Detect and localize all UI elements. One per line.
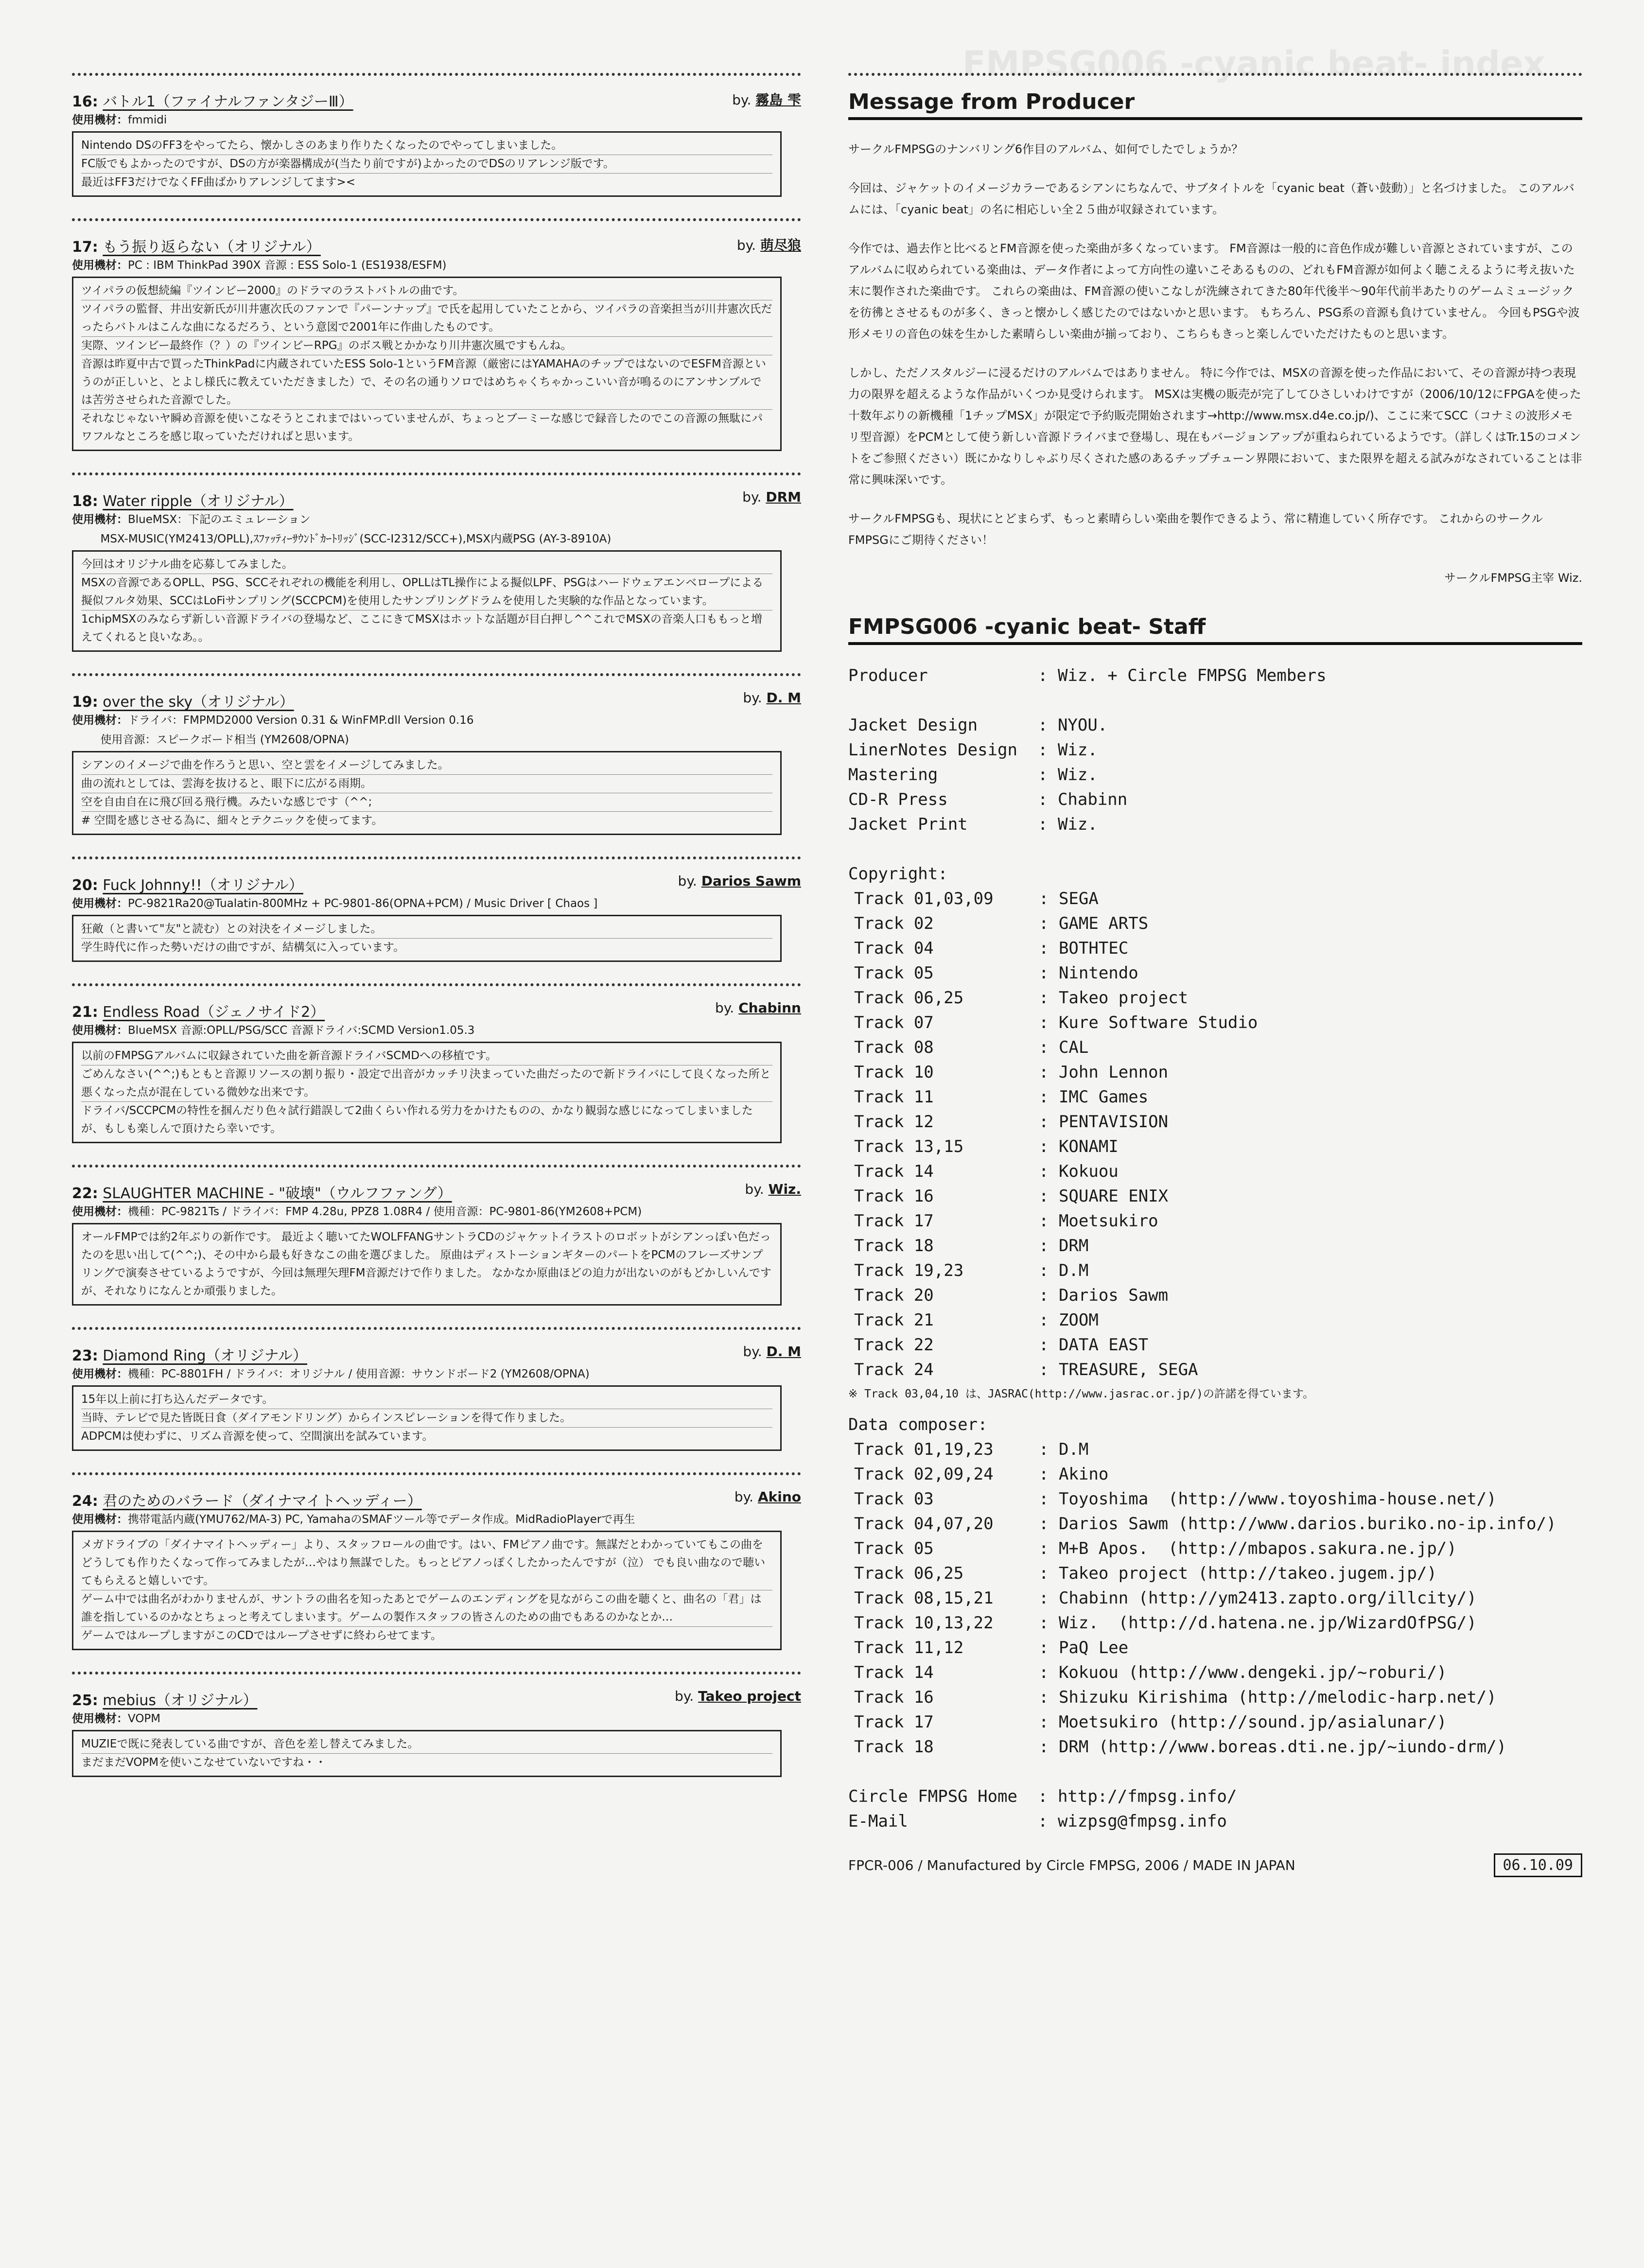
equipment-text: 機種：PC-8801FH / ドライバ：オリジナル / 使用音源：サウンドボード2 (YM2608/OPNA) bbox=[128, 1368, 590, 1380]
comment-line: FC版でもよかったのですが、DSの方が楽器構成が(当たり前ですが)よかったのでDSのリアレンジ版です。 bbox=[81, 155, 772, 174]
credit-role: Track 04 bbox=[854, 939, 934, 958]
by-label: by. bbox=[745, 1181, 769, 1197]
credit-role: Track 11 bbox=[854, 1087, 934, 1107]
message-paragraph: 今作では、過去作と比べるとFM音源を使った楽曲が多くなっています。 FM音源は一般的に音色作成が難しい音源とされていますが、このアルバムに収められている楽曲は、データ作者によって方向性の違いこそあるものの、どれもFM音源が如何よく聴こえるように考え抜いた末に製作された楽曲です。 これらの楽曲は、FM音源の使いこなしが洗練されてきた80年代後半～90年代前半あたりのゲームミュージックを彷彿とさせるものが多く、きっと懐かしく感じたのではないかと思います。 もちろん、PSG系の音源も負けていません。 今回もPSGや波形メモリの音色の妹を生かした素晴らしい楽曲が揃っており、こちらもきっと楽しんでいただけたものと思います。 bbox=[848, 242, 1580, 341]
credit-role: Track 11,12 bbox=[854, 1638, 964, 1657]
track-number: 23: bbox=[72, 1347, 98, 1364]
equipment-line bbox=[72, 1710, 801, 1727]
credit-role: Jacket Design bbox=[848, 715, 978, 735]
comment-line: ごめんなさい(^^;)もともと音源リソースの割り振り・設定で出音がカッチリ決まっていた曲だったので新ドライバにして良くなった所と悪くなった点が混在している微妙な出来です。 bbox=[81, 1065, 772, 1102]
credit-value: : Moetsukiro bbox=[1039, 1211, 1158, 1231]
message-paragraph: 今回は、ジャケットのイメージカラーであるシアンにちなんで、サブタイトルを「cyanic beat（蒼い鼓動）」と名づけました。 このアルバムには、「cyanic beat」の名に相応しい全２５曲が収録されています。 bbox=[848, 181, 1574, 216]
track-number: 25: bbox=[72, 1692, 98, 1709]
credit-role: Mastering bbox=[848, 765, 938, 785]
credit-value: : Toyoshima (http://www.toyoshima-house.net/) bbox=[1039, 1489, 1497, 1509]
comment-line: ADPCMは使わずに、リズム音源を使って、空間演出を試みています。 bbox=[81, 1430, 434, 1443]
credit-value: : DRM bbox=[1039, 1236, 1089, 1256]
credit-row bbox=[848, 1011, 1582, 1035]
track-title: Endless Road（ジェノサイド2） bbox=[103, 1004, 325, 1021]
right-column bbox=[848, 73, 1582, 1877]
track-title: mebius（オリジナル） bbox=[103, 1692, 258, 1709]
track-title: over the sky（オリジナル） bbox=[103, 694, 294, 711]
credit-role: Track 01,19,23 bbox=[854, 1440, 994, 1459]
credit-role: Track 10 bbox=[854, 1063, 934, 1082]
credit-row bbox=[848, 1308, 1582, 1333]
credit-value: : Darios Sawm bbox=[1039, 1286, 1169, 1305]
credit-value: : KONAMI bbox=[1039, 1137, 1119, 1156]
credit-value: : NYOU. bbox=[1038, 715, 1108, 735]
track-title: Diamond Ring（オリジナル） bbox=[103, 1347, 308, 1364]
track-author bbox=[743, 1343, 801, 1360]
footer bbox=[848, 1853, 1582, 1877]
comment-line: オールFMPでは約2年ぶりの新作です。 最近よく聴いてたWOLFFANGサントラCDのジャケットイラストのロボットがシアンっぽい色だったのを思い出して(^^;)、その中から最も好きなこの曲を選びました。 原曲はディストーションギターのパートをPCMのフレーズサンプリングで演奏させているようですが、今回は無理矢理FM音源だけで作りました。 なかなか原曲ほどの迫力が出ないのがもどかしいんですが、それなりになんとか頑張りました。 bbox=[81, 1231, 771, 1297]
credit-role: Producer bbox=[848, 666, 928, 685]
comment-box bbox=[72, 131, 782, 197]
credit-row bbox=[848, 1209, 1582, 1234]
track-author bbox=[742, 489, 801, 505]
track-author bbox=[737, 235, 801, 254]
credit-role: Track 03 bbox=[854, 1489, 934, 1509]
equipment-label: 使用機材： bbox=[72, 897, 128, 910]
credit-row bbox=[848, 1333, 1582, 1358]
credit-value: : Kure Software Studio bbox=[1039, 1013, 1258, 1032]
track-header bbox=[72, 1343, 801, 1365]
track-number: 16: bbox=[72, 93, 98, 110]
comment-line: 狂敵（と書いて"友"と読む）との対決をイメージしました。 bbox=[81, 920, 772, 939]
comment-box bbox=[72, 1042, 782, 1143]
credit-row bbox=[848, 1487, 1582, 1512]
equipment-line bbox=[72, 1366, 801, 1382]
comment-line: メガドライブの「ダイナマイトヘッディー」より、スタッフロールの曲です。はい、FMピアノ曲です。無謀だとわかっていてもこの曲をどうしても作りたくなって作ってみましたが…やはり無謀でした。もっとピアノっぽくしたかったんですが（泣） でも良い曲なので聴いてもらえると嬉しいです。 bbox=[81, 1536, 772, 1590]
equipment-text: 使用音源：スピークボード相当 (YM2608/OPNA) bbox=[72, 733, 349, 746]
credit-row bbox=[848, 1184, 1582, 1209]
credit-value: : M+B Apos. (http://mbapos.sakura.ne.jp/) bbox=[1039, 1539, 1457, 1558]
equipment-text: MSX-MUSIC(YM2413/OPLL),ｽﾌｧｯﾃｨｰｻｳﾝﾄﾞｶｰﾄﾘｯｼﾞ(SCC-I2312/SCC+),MSX内蔵PSG (AY-3-8910A) bbox=[72, 533, 612, 545]
equipment-text: BlueMSX 音源:OPLL/PSG/SCC 音源ドライバ:SCMD Version1.05.3 bbox=[128, 1024, 475, 1037]
author-name: 霧島 雫 bbox=[755, 92, 801, 108]
credit-value: : Wiz. + Circle FMPSG Members bbox=[1038, 666, 1327, 685]
comment-line: 実際、ツインビー最終作（？）の『ツインビーRPG』のボス戦とかかなり川井憲次風ですもんね。 bbox=[81, 337, 772, 355]
comment-line: 曲の流れとしては、雲海を抜けると、眼下に広がる雨期。 bbox=[81, 775, 772, 793]
comment-box bbox=[72, 1730, 782, 1777]
equipment-label: 使用機材： bbox=[72, 1368, 128, 1380]
track-note bbox=[72, 1181, 801, 1306]
equipment-line bbox=[72, 1022, 801, 1039]
equipment-line bbox=[72, 1204, 801, 1220]
credit-role: Track 21 bbox=[854, 1310, 934, 1330]
credit-role: Track 24 bbox=[854, 1360, 934, 1379]
track-header bbox=[72, 690, 801, 711]
equipment-text: fmmidi bbox=[128, 114, 167, 126]
credit-row bbox=[848, 1110, 1582, 1134]
track-author bbox=[715, 1000, 801, 1016]
credit-value: : Wiz. bbox=[1038, 815, 1098, 834]
credit-value: : Takeo project (http://takeo.jugem.jp/) bbox=[1039, 1564, 1437, 1583]
credit-role: Track 05 bbox=[854, 1539, 934, 1558]
producer-message bbox=[848, 139, 1582, 551]
track-number: 19: bbox=[72, 694, 98, 711]
by-label: by. bbox=[743, 690, 767, 706]
credit-row bbox=[848, 1437, 1582, 1462]
track-note bbox=[72, 89, 801, 197]
author-name: Darios Sawm bbox=[701, 873, 801, 889]
equipment-line bbox=[72, 712, 801, 729]
credit-value: : Wiz. bbox=[1038, 765, 1098, 785]
track-author bbox=[678, 873, 801, 889]
credit-row bbox=[848, 1283, 1582, 1308]
credit-value: : CAL bbox=[1039, 1038, 1089, 1057]
author-name: 萌尽狼 bbox=[760, 237, 801, 253]
credit-row bbox=[848, 1085, 1582, 1110]
copyright-label: Copyright: bbox=[848, 864, 948, 884]
credit-value: : Moetsukiro (http://sound.jp/asialunar/) bbox=[1039, 1712, 1447, 1732]
track-note bbox=[72, 690, 801, 835]
credit-value: : ZOOM bbox=[1039, 1310, 1099, 1330]
credit-role: Track 22 bbox=[854, 1335, 934, 1355]
comment-line: MSXの音源であるOPLL、PSG、SCCそれぞれの機能を利用し、OPLLはTL操作による擬似LPF、PSGはハードウェアエンベロープによる擬似フルタ効果、SCCはLoFiサンプリング(SCCPCM)を使用したサンプリングドラムを使用した実験的な作品となっています。 bbox=[81, 574, 772, 611]
divider bbox=[72, 73, 801, 76]
track-author bbox=[745, 1181, 801, 1197]
track-note bbox=[72, 873, 801, 962]
credit-row bbox=[848, 1060, 1582, 1085]
track-header bbox=[72, 1489, 801, 1510]
track-note bbox=[72, 1489, 801, 1650]
comment-box bbox=[72, 550, 782, 652]
by-label: by. bbox=[742, 489, 766, 505]
equipment-line bbox=[72, 1511, 801, 1528]
track-number: 18: bbox=[72, 493, 98, 510]
credit-role: Track 02 bbox=[854, 914, 934, 933]
comment-line: ゲーム中では曲名がわかりませんが、サントラの曲名を知ったあとでゲームのエンディングを見ながらこの曲を聴くと、曲名の「君」は誰を指しているのかなとちょっと考えてしまいます。ゲームの製作スタッフの皆さんのための曲でもあるのかなとか… bbox=[81, 1590, 772, 1627]
credit-role: Track 17 bbox=[854, 1211, 934, 1231]
credit-row bbox=[848, 1735, 1582, 1760]
by-label: by. bbox=[734, 1489, 758, 1505]
track-title: もう振り返らない（オリジナル） bbox=[103, 239, 321, 256]
equipment-line bbox=[72, 531, 801, 547]
comment-line: 15年以上前に打ち込んだデータです。 bbox=[81, 1391, 772, 1409]
credit-row bbox=[848, 936, 1582, 961]
credit-role: Track 01,03,09 bbox=[854, 889, 994, 908]
credit-value: : IMC Games bbox=[1039, 1087, 1149, 1107]
comment-line: シアンのイメージで曲を作ろうと思い、空と雲をイメージしてみました。 bbox=[81, 756, 772, 775]
track-note bbox=[72, 1000, 801, 1143]
credit-row bbox=[848, 1134, 1582, 1159]
credit-role: Track 08,15,21 bbox=[854, 1588, 994, 1608]
composer-label: Data composer: bbox=[848, 1415, 988, 1434]
track-number: 17: bbox=[72, 239, 98, 256]
credit-row bbox=[848, 1586, 1582, 1611]
credit-value: : SEGA bbox=[1039, 889, 1099, 908]
equipment-text: PC : IBM ThinkPad 390X 音源 : ESS Solo-1 (ES1938/ESFM) bbox=[128, 259, 447, 272]
track-title: SLAUGHTER MACHINE - "破壊"（ウルフファング） bbox=[103, 1185, 452, 1202]
comment-line: ツイパラの仮想続編『ツインビー2000』のドラマのラストバトルの曲です。 bbox=[81, 282, 772, 300]
staff-credits bbox=[848, 663, 1582, 1834]
credit-role: Track 18 bbox=[854, 1737, 934, 1757]
comment-line: まだまだVOPMを使いこなせていないですね・・ bbox=[81, 1756, 327, 1769]
comment-box bbox=[72, 1385, 782, 1451]
equipment-line bbox=[72, 895, 801, 912]
comment-box bbox=[72, 751, 782, 835]
credit-role: Track 08 bbox=[854, 1038, 934, 1057]
credit-row bbox=[848, 1611, 1582, 1636]
staff-title: FMPSG006 -cyanic beat- Staff bbox=[848, 614, 1582, 645]
credit-value: : Takeo project bbox=[1039, 988, 1189, 1008]
track-header bbox=[72, 235, 801, 256]
equipment-line bbox=[72, 112, 801, 128]
equipment-label: 使用機材： bbox=[72, 1024, 128, 1037]
credit-row bbox=[848, 738, 1582, 763]
credit-value: : wizpsg@fmpsg.info bbox=[1038, 1812, 1227, 1831]
divider bbox=[72, 1327, 801, 1330]
credit-value: : DATA EAST bbox=[1039, 1335, 1149, 1355]
equipment-label: 使用機材： bbox=[72, 259, 128, 272]
signature: サークルFMPSG主宰 Wiz. bbox=[1444, 571, 1582, 585]
catalog-line: FPCR-006 / Manufactured by Circle FMPSG, 2006 / MADE IN JAPAN bbox=[848, 1857, 1295, 1873]
comment-box bbox=[72, 277, 782, 451]
by-label: by. bbox=[715, 1000, 739, 1016]
message-paragraph: サークルFMPSGのナンバリング6作目のアルバム、如何でしたでしょうか？ bbox=[848, 142, 1243, 156]
track-note bbox=[72, 489, 801, 652]
track-notes-column bbox=[72, 73, 801, 1798]
credit-row bbox=[848, 1258, 1582, 1283]
author-name: Wiz. bbox=[768, 1181, 801, 1197]
credit-value: : Darios Sawm (http://www.darios.buriko.no-ip.info/) bbox=[1039, 1514, 1557, 1534]
comment-line: ドライバ/SCCPCMの特性を掴んだり色々試行錯誤して2曲くらい作れる労力をかけたものの、かなり観弱な感じになってしまいましたが、もしも楽しんで頂けたら幸いです。 bbox=[81, 1104, 753, 1135]
track-note bbox=[72, 1343, 801, 1451]
track-note bbox=[72, 235, 801, 451]
show-through-title: FMPSG006 -cyanic beat- index bbox=[962, 44, 1545, 84]
equipment-text: 携帯電話内蔵(YMU762/MA-3) PC, YamahaのSMAFツール等でデータ作成。MidRadioPlayerで再生 bbox=[128, 1513, 635, 1526]
credit-value: : Akino bbox=[1039, 1465, 1109, 1484]
credit-row bbox=[848, 663, 1582, 688]
by-label: by. bbox=[736, 237, 760, 253]
equipment-text: ドライバ：FMPMD2000 Version 0.31 & WinFMP.dll Version 0.16 bbox=[128, 714, 474, 727]
credit-value: : PaQ Lee bbox=[1039, 1638, 1129, 1657]
credit-role: LinerNotes Design bbox=[848, 740, 1017, 760]
credit-value: : Kokuou bbox=[1039, 1162, 1119, 1181]
equipment-label: 使用機材： bbox=[72, 114, 128, 126]
credit-value: : TREASURE, SEGA bbox=[1039, 1360, 1198, 1379]
track-number: 22: bbox=[72, 1185, 98, 1202]
by-label: by. bbox=[743, 1343, 767, 1360]
credit-row bbox=[848, 1462, 1582, 1487]
comment-box bbox=[72, 1223, 782, 1306]
track-title: Fuck Johnny!!（オリジナル） bbox=[103, 877, 303, 894]
message-title: Message from Producer bbox=[848, 89, 1582, 120]
credit-role: Track 02,09,24 bbox=[854, 1465, 994, 1484]
equipment-label: 使用機材： bbox=[72, 1712, 128, 1725]
author-name: Takeo project bbox=[698, 1688, 801, 1704]
credit-value: : Chabinn bbox=[1038, 790, 1128, 809]
equipment-label: 使用機材： bbox=[72, 714, 128, 727]
message-paragraph: しかし、ただノスタルジーに浸るだけのアルバムではありません。 特に今作では、MSXの音源を使った作品において、その音源が持つ表現力の限界を超えるような作品がいくつか見受けられます。 MSXは実機の販売が完了してひさしいわけですが（2006/10/12にFPGAを使った十数年ぶりの新機種「1チップMSX」が限定で予約販売開始されます→http://www.msx.d4e.co.jp/)、ここに来てSCC（コナミの波形メモリ型音源）をPCMとして使う新しい音源ドライバまで登場し、現在もバージョンアップが重ねられているようです。（詳しくはTr.15のコメントをご参照ください）既にかなりしゃぶり尽くされた感のあるチップチューン界隈において、また限界を超える試みがなされていることは非常に興味深いです。 bbox=[848, 366, 1582, 487]
credit-value: : Shizuku Kirishima (http://melodic-harp.net/) bbox=[1039, 1688, 1497, 1707]
track-number: 21: bbox=[72, 1004, 98, 1021]
equipment-label: 使用機材： bbox=[72, 1205, 128, 1218]
divider bbox=[72, 472, 801, 475]
comment-line: MUZIEで既に発表している曲ですが、音色を差し替えてみました。 bbox=[81, 1735, 772, 1754]
credit-row bbox=[848, 1035, 1582, 1060]
credit-value: : SQUARE ENIX bbox=[1039, 1186, 1169, 1206]
credit-role: Track 20 bbox=[854, 1286, 934, 1305]
comment-line: 学生時代に作った勢いだけの曲ですが、結構気に入っています。 bbox=[81, 941, 405, 954]
comment-line: 今回はオリジナル曲を応募してみました。 bbox=[81, 556, 772, 574]
track-title: 君のためのバラード（ダイナマイトヘッディー） bbox=[103, 1493, 422, 1510]
author-name: Akino bbox=[757, 1489, 801, 1505]
divider bbox=[72, 1672, 801, 1675]
track-author bbox=[732, 89, 801, 109]
divider bbox=[72, 983, 801, 986]
credit-value: : DRM (http://www.boreas.dti.ne.jp/~iundo-drm/) bbox=[1039, 1737, 1507, 1757]
comment-line: 当時、テレビで見た皆既日食（ダイアモンドリング）からインスピレーションを得て作りました。 bbox=[81, 1409, 772, 1428]
credit-value: : Wiz. bbox=[1038, 740, 1098, 760]
equipment-label: 使用機材： bbox=[72, 513, 128, 526]
message-paragraph: サークルFMPSGも、現状にとどまらず、もっと素晴らしい楽曲を製作できるよう、常に精進していく所存です。 これからのサークルFMPSGにご期待ください！ bbox=[848, 512, 1543, 547]
track-header bbox=[72, 489, 801, 510]
author-name: Chabinn bbox=[738, 1000, 801, 1016]
comment-line: 1chipMSXのみならず新しい音源ドライバの登場など、ここにきてMSXはホットな話題が目白押し^^これでMSXの音楽人口ももっと増えてくれると良いなあ。。 bbox=[81, 613, 762, 644]
author-name: DRM bbox=[766, 489, 801, 505]
track-header bbox=[72, 1688, 801, 1710]
credit-row bbox=[848, 911, 1582, 936]
comment-line: 音源は昨夏中古で買ったThinkPadに内蔵されていたESS Solo-1というFM音源（厳密にはYAMAHAのチップではないのでESFM音源というのが正しいと、とよし様氏に教えていただきました）で、その名の通りソロではめちゃくちゃかっこいい音が鳴るのにアンサンブルでは苦労させられた音源でした。 bbox=[81, 355, 772, 410]
credit-row bbox=[848, 787, 1582, 812]
credit-row bbox=[848, 887, 1582, 911]
release-date: 06.10.09 bbox=[1494, 1853, 1583, 1877]
credit-row bbox=[848, 1710, 1582, 1735]
track-number: 24: bbox=[72, 1493, 98, 1510]
credit-row bbox=[848, 1685, 1582, 1710]
credit-role: Track 07 bbox=[854, 1013, 934, 1032]
credit-row bbox=[848, 961, 1582, 986]
credit-row bbox=[848, 1660, 1582, 1685]
track-header bbox=[72, 873, 801, 894]
credit-row bbox=[848, 763, 1582, 787]
credit-role: Track 18 bbox=[854, 1236, 934, 1256]
credit-role: Track 16 bbox=[854, 1688, 934, 1707]
credit-value: : Chabinn (http://ym2413.zapto.org/illcity/) bbox=[1039, 1588, 1477, 1608]
credit-role: Track 05 bbox=[854, 963, 934, 983]
spacer bbox=[848, 688, 1582, 713]
credit-row bbox=[848, 1636, 1582, 1660]
credit-row bbox=[848, 1512, 1582, 1536]
credit-row bbox=[848, 1784, 1582, 1809]
equipment-line bbox=[72, 732, 801, 748]
credit-role: Track 14 bbox=[854, 1162, 934, 1181]
divider bbox=[72, 218, 801, 221]
credit-role: Circle FMPSG Home bbox=[848, 1787, 1017, 1806]
track-author bbox=[675, 1688, 801, 1704]
equipment-text: 機種：PC-9821Ts / ドライバ：FMP 4.28u, PPZ8 1.08R4 / 使用音源：PC-9801-86(YM2608+PCM) bbox=[128, 1205, 642, 1218]
spacer bbox=[848, 1760, 1582, 1784]
credit-role: Track 16 bbox=[854, 1186, 934, 1206]
credit-role: CD-R Press bbox=[848, 790, 948, 809]
by-label: by. bbox=[732, 92, 756, 108]
credit-row bbox=[848, 1159, 1582, 1184]
author-name: D. M bbox=[766, 690, 801, 706]
credit-role: Track 06,25 bbox=[854, 988, 964, 1008]
track-note bbox=[72, 1688, 801, 1777]
comment-line: 最近はFF3だけでなくFF曲ばかりアレンジしてます>< bbox=[81, 176, 356, 189]
track-header bbox=[72, 89, 801, 111]
credit-value: : BOTHTEC bbox=[1039, 939, 1129, 958]
track-author bbox=[743, 690, 801, 706]
credit-role: Jacket Print bbox=[848, 815, 968, 834]
track-title: Water ripple（オリジナル） bbox=[103, 493, 294, 510]
credit-role: Track 14 bbox=[854, 1663, 934, 1682]
credit-row bbox=[848, 986, 1582, 1011]
by-label: by. bbox=[678, 873, 701, 889]
credit-value: : GAME ARTS bbox=[1039, 914, 1149, 933]
credit-role: Track 06,25 bbox=[854, 1564, 964, 1583]
divider bbox=[72, 673, 801, 676]
credit-value: : http://fmpsg.info/ bbox=[1038, 1787, 1237, 1806]
comment-line: 以前のFMPSGアルバムに収録されていた曲を新音源ドライバSCMDへの移植です。 bbox=[81, 1047, 772, 1065]
credit-value: : D.M bbox=[1039, 1261, 1089, 1280]
credit-row bbox=[848, 1561, 1582, 1586]
jasrac-note: ※ Track 03,04,10 は、JASRAC(http://www.jasrac.or.jp/)の許諾を得ています。 bbox=[848, 1388, 1314, 1400]
divider bbox=[72, 1472, 801, 1475]
credit-row bbox=[848, 713, 1582, 738]
equipment-label: 使用機材： bbox=[72, 1513, 128, 1526]
equipment-line bbox=[72, 511, 801, 528]
track-header bbox=[72, 1181, 801, 1203]
credit-value: : Wiz. (http://d.hatena.ne.jp/WizardOfPSG/) bbox=[1039, 1613, 1477, 1633]
credit-role: Track 12 bbox=[854, 1112, 934, 1132]
comment-line: 空を自由自在に飛び回る飛行機。みたいな感じです（^^; bbox=[81, 793, 772, 812]
credit-row bbox=[848, 1809, 1582, 1834]
credit-role: Track 13,15 bbox=[854, 1137, 964, 1156]
credit-row bbox=[848, 812, 1582, 837]
equipment-text: PC-9821Ra20@Tualatin-800MHz + PC-9801-86(OPNA+PCM) / Music Driver [ Chaos ] bbox=[128, 897, 598, 910]
credit-value: : D.M bbox=[1039, 1440, 1089, 1459]
track-title: バトル1（ファイナルファンタジーⅢ） bbox=[103, 93, 353, 110]
credit-value: : Kokuou (http://www.dengeki.jp/~roburi/) bbox=[1039, 1663, 1447, 1682]
by-label: by. bbox=[674, 1688, 699, 1704]
comment-box bbox=[72, 915, 782, 962]
comment-line: ツイパラの監督、井出安新氏が川井憲次氏のファンで『パーンナップ』で氏を起用していたことから、ツイパラの音楽担当が川井憲次氏だったらバトルはこんな曲になるだろう、という意図で2001年に作曲したものです。 bbox=[81, 300, 772, 337]
comment-line: # 空間を感じさせる為に、細々とテクニックを使ってます。 bbox=[81, 814, 383, 827]
track-number: 20: bbox=[72, 877, 98, 894]
comment-line: それなじゃないヤ瞬め音源を使いこなそうとこれまではいっていませんが、ちょっとブーミーな感じで録音したのでこの音源の無駄にパワフルなところを感じ取っていただければと思います。 bbox=[81, 412, 763, 443]
equipment-text: VOPM bbox=[128, 1712, 161, 1725]
track-header bbox=[72, 1000, 801, 1021]
author-name: D. M bbox=[766, 1343, 801, 1360]
credit-value: : John Lennon bbox=[1039, 1063, 1169, 1082]
divider bbox=[848, 73, 1582, 76]
equipment-text: BlueMSX：下記のエミュレーション bbox=[128, 513, 311, 526]
credit-value: : Nintendo bbox=[1039, 963, 1138, 983]
credit-row bbox=[848, 1536, 1582, 1561]
comment-box bbox=[72, 1531, 782, 1650]
credit-value: : PENTAVISION bbox=[1039, 1112, 1169, 1132]
divider bbox=[72, 1165, 801, 1168]
comment-line: Nintendo DSのFF3をやってたら、懐かしさのあまり作りたくなったのでやってしまいました。 bbox=[81, 137, 772, 155]
divider bbox=[72, 856, 801, 859]
spacer bbox=[848, 837, 1582, 862]
track-author bbox=[735, 1489, 801, 1505]
credit-row bbox=[848, 1358, 1582, 1382]
credit-role: Track 04,07,20 bbox=[854, 1514, 994, 1534]
comment-line: ゲームではループしますがこのCDではループさせずに終わらせてます。 bbox=[81, 1629, 442, 1642]
credit-role: E-Mail bbox=[848, 1812, 908, 1831]
credit-role: Track 10,13,22 bbox=[854, 1613, 994, 1633]
equipment-line bbox=[72, 257, 801, 274]
credit-role: Track 19,23 bbox=[854, 1261, 964, 1280]
credit-role: Track 17 bbox=[854, 1712, 934, 1732]
credit-row bbox=[848, 1234, 1582, 1258]
